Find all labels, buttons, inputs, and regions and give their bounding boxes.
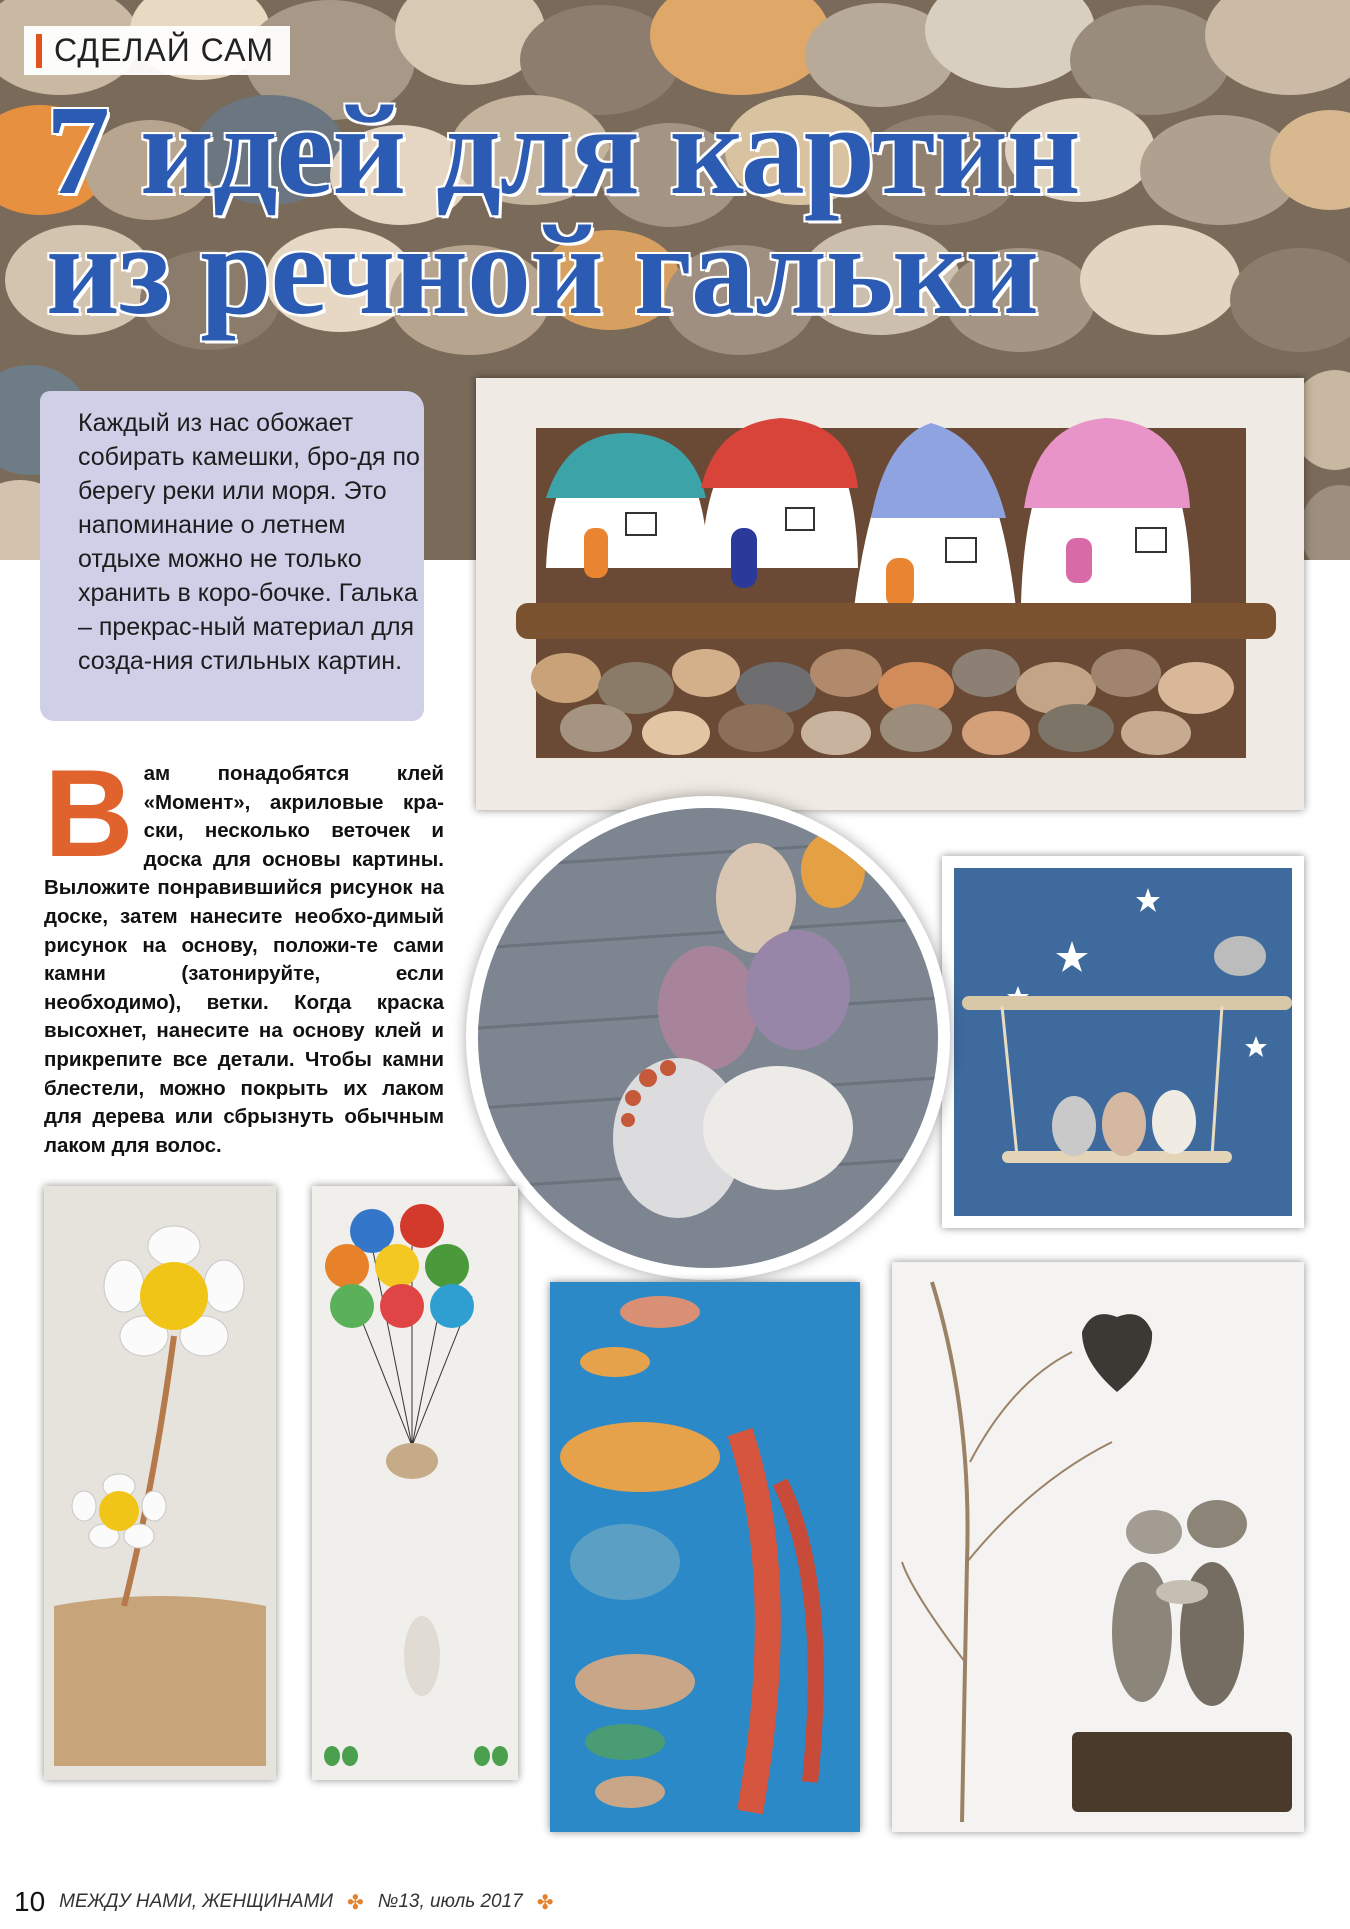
title-line-2: из речной гальки bbox=[46, 199, 1038, 341]
lead-paragraph: Каждый из нас обожает собирать камешки, бро-дя по берегу реки или моря. Это напоминание о летнем отдыхе можно не только хранить в коро-бочке. Галька – прекрас-ный материал для созда-ния стильных картин. bbox=[78, 409, 420, 675]
flower-ornament-icon: ✤ bbox=[536, 1891, 554, 1914]
section-tag bbox=[24, 26, 290, 75]
flower-ornament-icon: ✤ bbox=[347, 1891, 364, 1914]
photo-pebble-couple bbox=[892, 1262, 1304, 1832]
drop-cap: В bbox=[44, 745, 134, 883]
photo-pebble-balloons bbox=[312, 1186, 518, 1780]
magazine-name: МЕЖДУ НАМИ, ЖЕНЩИНАМИ bbox=[59, 1891, 334, 1912]
section-tag-bar bbox=[36, 34, 42, 68]
photo-birds-swing bbox=[942, 856, 1304, 1228]
body-text: ам понадобятся клей «Момент», акриловые кра-ски, несколько веточек и доска для основы картины. Выложите понравившийся рисунок на доске, затем нанесите необхо-димый рисунок на основу, положи-те сами камни (затонируйте, если необходимо), ветки. Когда краска высохнет, нанесите на основу клей и прикрепите все детали. Чтобы камни блестели, можно покрыть их лаком для дерева или сбрызнуть обычным лаком для волос. bbox=[44, 762, 444, 1157]
title-line-1: 7 идей для картин bbox=[46, 79, 1080, 221]
photo-pebble-daisies bbox=[44, 1186, 276, 1780]
page-footer bbox=[14, 1886, 554, 1918]
issue-info: №13, июль 2017 bbox=[377, 1891, 523, 1912]
page-number: 10 bbox=[14, 1886, 46, 1917]
section-tag-label: СДЕЛАЙ САМ bbox=[54, 32, 275, 68]
body-paragraph bbox=[44, 745, 444, 1160]
photo-pebble-houses bbox=[476, 378, 1304, 810]
photo-pebble-footprints bbox=[478, 808, 938, 1268]
article-title bbox=[46, 79, 1336, 341]
photo-pebble-fish bbox=[550, 1282, 860, 1832]
